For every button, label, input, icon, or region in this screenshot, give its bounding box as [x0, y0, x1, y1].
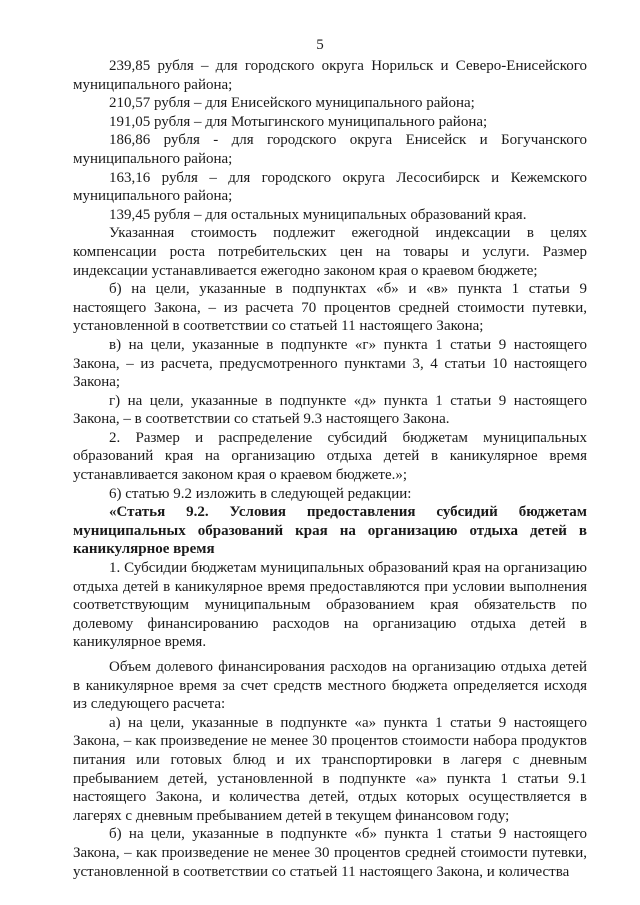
paragraph-item-2: 2. Размер и распределение субсидий бюджетам муниципальных образований края на организацию отдыха детей в каникулярное время устанавливается законом края о краевом бюджете.»; — [73, 429, 587, 484]
document-body — [73, 57, 587, 881]
page-number: 5 — [316, 37, 324, 53]
paragraph-subitem-v: в) на цели, указанные в подпункте «г» пункта 1 статьи 9 настоящего Закона, – из расчета, предусмотренного пунктами 3, 4 статьи 10 настоящего Закона; — [73, 336, 587, 391]
paragraph-norilsk: 239,85 рубля – для городского округа Норильск и Северо-Енисейского муниципального района; — [73, 58, 587, 93]
paragraph-subitem-g: г) на цели, указанные в подпункте «д» пункта 1 статьи 9 настоящего Закона, – в соответствии со статьей 9.3 настоящего Закона. — [73, 392, 587, 428]
paragraph-other-municipalities: 139,45 рубля – для остальных муниципальных образований края. — [109, 206, 527, 223]
paragraph-cofinancing-volume: Объем долевого финансирования расходов на организацию отдыха детей в каникулярное время за счет средств местного бюджета определяется исходя из следующего расчета: — [73, 659, 587, 713]
paragraph-yeniseisky: 210,57 рубля – для Енисейского муниципального района; — [109, 95, 475, 112]
paragraph-indexation: Указанная стоимость подлежит ежегодной индексации в целях компенсации роста потребительских цен на товары и услуги. Размер индексации устанавливается ежегодно законом края о краевом бюджете; — [73, 225, 587, 279]
paragraph-calc-a: а) на цели, указанные в подпункте «а» пункта 1 статьи 9 настоящего Закона, – как произведение не менее 30 процентов стоимости набора продуктов питания или готовых блюд и их транспортировки в лагеря с дневным пребыванием детей, установленной в подпункте «а» пункта 1 статьи 9.1 настоящего Закона, и количества детей, отдых которых осуществляется в лагерях с дневным пребыванием детей в текущем финансовом году; — [73, 714, 587, 824]
paragraph-lesosibirsk: 163,16 рубля – для городского округа Лесосибирск и Кежемского муниципального района; — [73, 169, 587, 205]
paragraph-motyginsky: 191,05 рубля – для Мотыгинского муниципального района; — [109, 113, 488, 130]
paragraph-amendment-6: 6) статью 9.2 изложить в следующей редакции: — [109, 485, 412, 502]
article-heading: «Статья 9.2. Условия предоставления субсидий бюджетам муниципальных образований края на организацию отдыха детей в каникулярное время — [73, 504, 587, 558]
paragraph-calc-b: б) на цели, указанные в подпункте «б» пункта 1 статьи 9 настоящего Закона, – как произведение не менее 30 процентов средней стоимости путевки, установленной в соответствии со статьей 11 настоящего Закона, и количества — [73, 826, 587, 880]
paragraph-article-item-1: 1. Субсидии бюджетам муниципальных образований края на организацию отдыха детей в каникулярное время предоставляются при условии выполнения соответствующим муниципальным образованием края обязательств по долевому финансированию расходов на организацию отдыха детей в каникулярное время. — [73, 560, 587, 651]
paragraph-subitem-b: б) на цели, указанные в подпунктах «б» и «в» пункта 1 статьи 9 настоящего Закона, – из расчета 70 процентов средней стоимости путевки, установленной в соответствии со статьей 11 настоящего Закона; — [73, 281, 587, 335]
paragraph-yeniseisk: 186,86 рубля - для городского округа Енисейск и Богучанского муниципального района; — [73, 132, 587, 167]
